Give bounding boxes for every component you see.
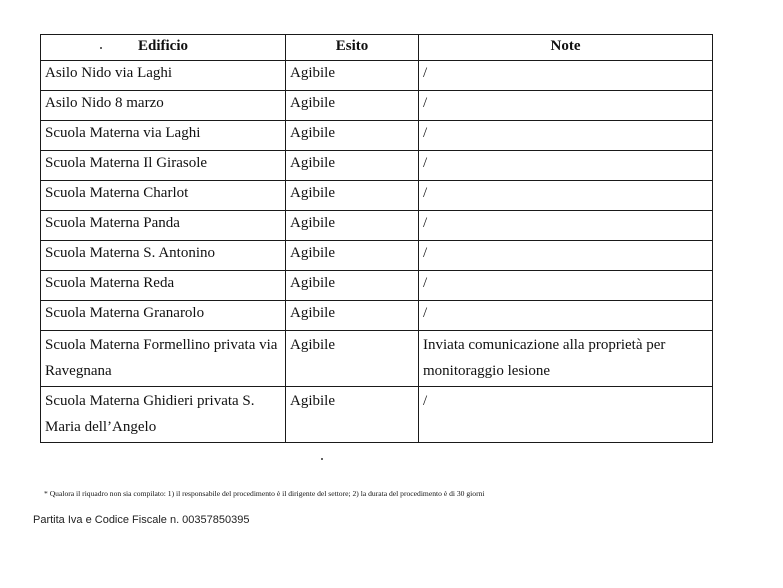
header-esito: Esito	[286, 35, 419, 61]
table-row	[41, 271, 713, 301]
cell-note: /	[419, 121, 713, 151]
cell-esito: Agibile	[286, 121, 419, 151]
cell-edificio: Scuola Materna Il Girasole	[41, 151, 286, 181]
table-row	[41, 331, 713, 387]
cell-edificio: Asilo Nido via Laghi	[41, 61, 286, 91]
header-edificio: Edificio	[41, 35, 286, 61]
cell-edificio: Scuola Materna Panda	[41, 211, 286, 241]
cell-esito: Agibile	[286, 211, 419, 241]
cell-esito: Agibile	[286, 271, 419, 301]
cell-esito: Agibile	[286, 91, 419, 121]
cell-esito: Agibile	[286, 301, 419, 331]
table-row	[41, 301, 713, 331]
scan-speck	[100, 47, 102, 49]
table-row	[41, 241, 713, 271]
cell-edificio: Asilo Nido 8 marzo	[41, 91, 286, 121]
cell-note: /	[419, 211, 713, 241]
table-row	[41, 61, 713, 91]
table-header-row	[41, 35, 713, 61]
table-row	[41, 387, 713, 443]
cell-edificio: Scuola Materna Granarolo	[41, 301, 286, 331]
cell-esito: Agibile	[286, 181, 419, 211]
footnote: * Qualora il riquadro non sia compilato: 1) il responsabile del procedimento è il dirigente del settore; 2) la durata del procedimento è di 30 giorni	[44, 489, 485, 498]
cell-esito: Agibile	[286, 331, 419, 387]
cell-note: /	[419, 241, 713, 271]
table-row	[41, 91, 713, 121]
header-note: Note	[419, 35, 713, 61]
cell-edificio: Scuola Materna S. Antonino	[41, 241, 286, 271]
table-row	[41, 181, 713, 211]
cell-edificio: Scuola Materna via Laghi	[41, 121, 286, 151]
cell-esito: Agibile	[286, 61, 419, 91]
buildings-table	[40, 34, 713, 443]
table-row	[41, 151, 713, 181]
table-row	[41, 211, 713, 241]
cell-note: /	[419, 61, 713, 91]
cell-esito: Agibile	[286, 241, 419, 271]
cell-note: /	[419, 271, 713, 301]
cell-note: /	[419, 151, 713, 181]
cell-edificio: Scuola Materna Reda	[41, 271, 286, 301]
cell-esito: Agibile	[286, 387, 419, 443]
scan-speck	[321, 458, 323, 460]
fiscal-code: Partita Iva e Codice Fiscale n. 00357850395	[33, 514, 250, 526]
cell-esito: Agibile	[286, 151, 419, 181]
table-row	[41, 121, 713, 151]
cell-note: /	[419, 181, 713, 211]
cell-note: /	[419, 387, 713, 443]
cell-edificio: Scuola Materna Formellino privata via Ravegnana	[41, 331, 286, 387]
cell-note: /	[419, 91, 713, 121]
cell-note: Inviata comunicazione alla proprietà per monitoraggio lesione	[419, 331, 713, 387]
cell-note: /	[419, 301, 713, 331]
cell-edificio: Scuola Materna Charlot	[41, 181, 286, 211]
cell-edificio: Scuola Materna Ghidieri privata S. Maria dell’Angelo	[41, 387, 286, 443]
